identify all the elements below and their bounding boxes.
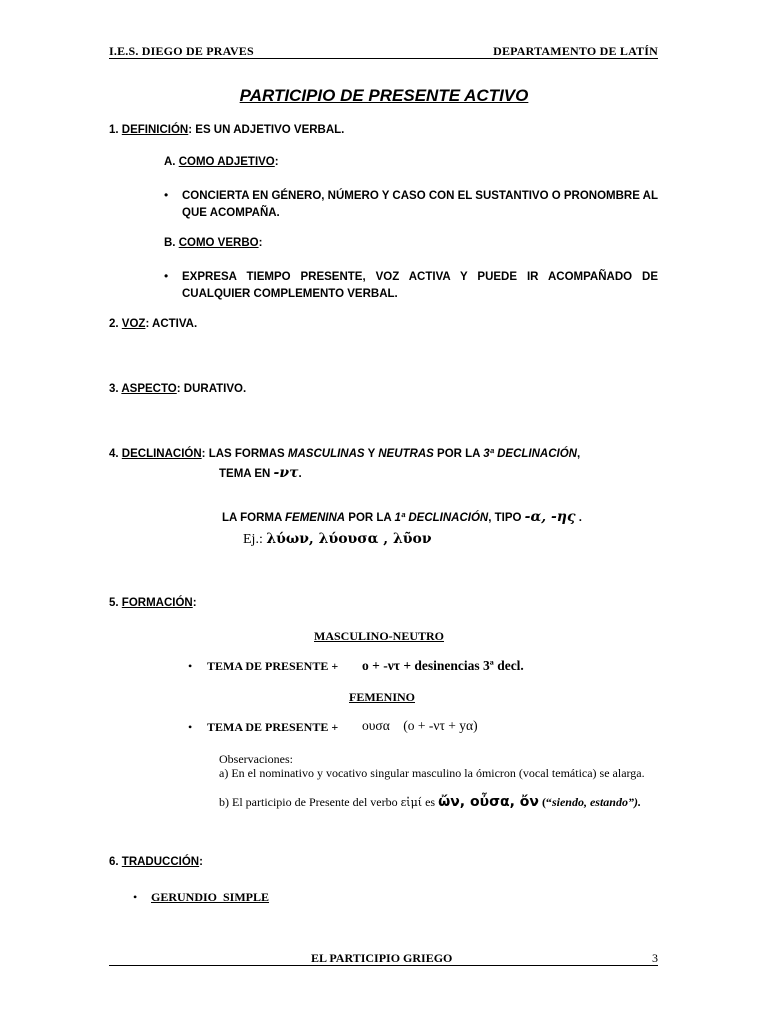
text-run: , (576, 448, 581, 460)
tema-presente-label: TEMA DE PRESENTE + (207, 720, 339, 734)
subsection-colon: : (258, 237, 263, 249)
section-6-heading (109, 856, 203, 868)
subsection-a-heading (164, 156, 279, 168)
bullet-icon: • (133, 890, 138, 904)
section-text: : DURATIVO. (176, 383, 247, 395)
text-run: , TIPO (488, 512, 525, 524)
text-run: . (575, 512, 582, 524)
text-run: ”). (627, 795, 641, 809)
header-rule (109, 58, 658, 59)
footer-title: EL PARTICIPIO GRIEGO (311, 951, 453, 965)
observations-title: Observaciones: (219, 752, 293, 766)
page-number: 3 (652, 951, 658, 965)
greek-text: εἰμί (400, 796, 423, 809)
bullet-text: EXPRESA TIEMPO PRESENTE, VOZ ACTIVA Y PUEDE IR ACOMPAÑADO DE CUALQUIER COMPLEMENTO VERBAL. (182, 271, 658, 300)
bullet-icon: • (164, 269, 169, 283)
section-number: 3. (109, 383, 122, 395)
section-label: ASPECTO (121, 383, 177, 395)
subsection-colon: : (274, 156, 279, 168)
section-label: VOZ (121, 318, 146, 330)
section-1-heading (109, 124, 344, 136)
text-run: (“ (538, 795, 552, 809)
text-run-italic: 3ª DECLINACIÓN (483, 448, 577, 460)
greek-text: -α, -ης (524, 509, 576, 525)
section-text: : ES UN ADJETIVO VERBAL. (188, 124, 345, 136)
text-run-italic: 1ª DECLINACIÓN (394, 512, 489, 524)
section-colon: : (192, 597, 197, 609)
bullet-text: CONCIERTA EN GÉNERO, NÚMERO Y CASO CON EL SUSTANTIVO O PRONOMBRE AL QUE ACOMPAÑA. (182, 190, 659, 219)
subsection-label: COMO VERBO (178, 237, 259, 249)
greek-text: λύων, λύουσα , λῦον (266, 531, 432, 547)
footer-rule (109, 965, 658, 966)
femenina-line (222, 509, 582, 525)
greek-text: ὤν, οὖσα, ὄν (438, 794, 539, 810)
text-run-italic: FEMENINA (285, 512, 346, 524)
section-3-heading (109, 383, 246, 395)
subsection-label: COMO ADJETIVO (178, 156, 275, 168)
text-run-italic: NEUTRAS (378, 448, 434, 460)
observation-b (219, 796, 641, 810)
femenino-formula: ουσα (ο + -ντ + yα) (362, 718, 478, 733)
greek-text: -ντ (273, 465, 299, 481)
section-label: DEFINICIÓN (121, 124, 189, 136)
tema-presente-label: TEMA DE PRESENTE + (207, 659, 339, 673)
text-run-italic: MASCULINAS (287, 448, 365, 460)
text-run: Y (364, 448, 379, 460)
femenino-heading: FEMENINO (349, 690, 415, 704)
text-run: POR LA (433, 448, 484, 460)
header-department: DEPARTAMENTO DE LATÍN (493, 44, 658, 58)
masculino-formula: ο + -ντ + desinencias 3ª decl. (362, 658, 524, 673)
bullet-icon: • (188, 720, 193, 734)
text-run: POR LA (345, 512, 395, 524)
subsection-b-heading (164, 237, 262, 249)
section-number: 6. (109, 856, 122, 868)
section-label: TRADUCCIÓN (121, 856, 200, 868)
bullet-icon: • (188, 659, 193, 673)
text-run: LA FORMA (222, 512, 286, 524)
section-2-heading (109, 318, 197, 330)
section-4-heading (109, 448, 580, 460)
example-label: Ej.: (243, 532, 267, 547)
section-number: 4. (109, 448, 122, 460)
header-school: I.E.S. DIEGO DE PRAVES (109, 44, 254, 58)
text-run: TEMA EN (219, 468, 274, 480)
page-title: PARTICIPIO DE PRESENTE ACTIVO (239, 86, 529, 105)
bullet-icon: • (164, 188, 169, 202)
text-run: b) El participio de Presente del verbo (219, 795, 401, 809)
section-number: 2. (109, 318, 122, 330)
observation-a-text: a) En el nominativo y vocativo singular masculino la ómicron (vocal temática) se alarga. (219, 766, 645, 780)
subsection-prefix: A. (164, 156, 179, 168)
masculino-neutro-heading: MASCULINO-NEUTRO (314, 629, 445, 643)
text-run: : LAS FORMAS (201, 448, 288, 460)
tema-line (219, 465, 302, 481)
text-run: es (422, 795, 439, 809)
section-number: 5. (109, 597, 122, 609)
text-run: . (298, 468, 302, 480)
text-run-italic: siendo, estando (551, 795, 628, 809)
section-label: DECLINACIÓN (121, 448, 202, 460)
gerundio-item: GERUNDIO SIMPLE (151, 890, 270, 904)
section-text: : ACTIVA. (145, 318, 198, 330)
section-colon: : (199, 856, 203, 868)
section-number: 1. (109, 124, 122, 136)
example-line (243, 531, 432, 548)
section-5-heading (109, 597, 197, 609)
subsection-prefix: B. (164, 237, 179, 249)
section-label: FORMACIÓN (121, 597, 193, 609)
observation-a (219, 767, 649, 781)
